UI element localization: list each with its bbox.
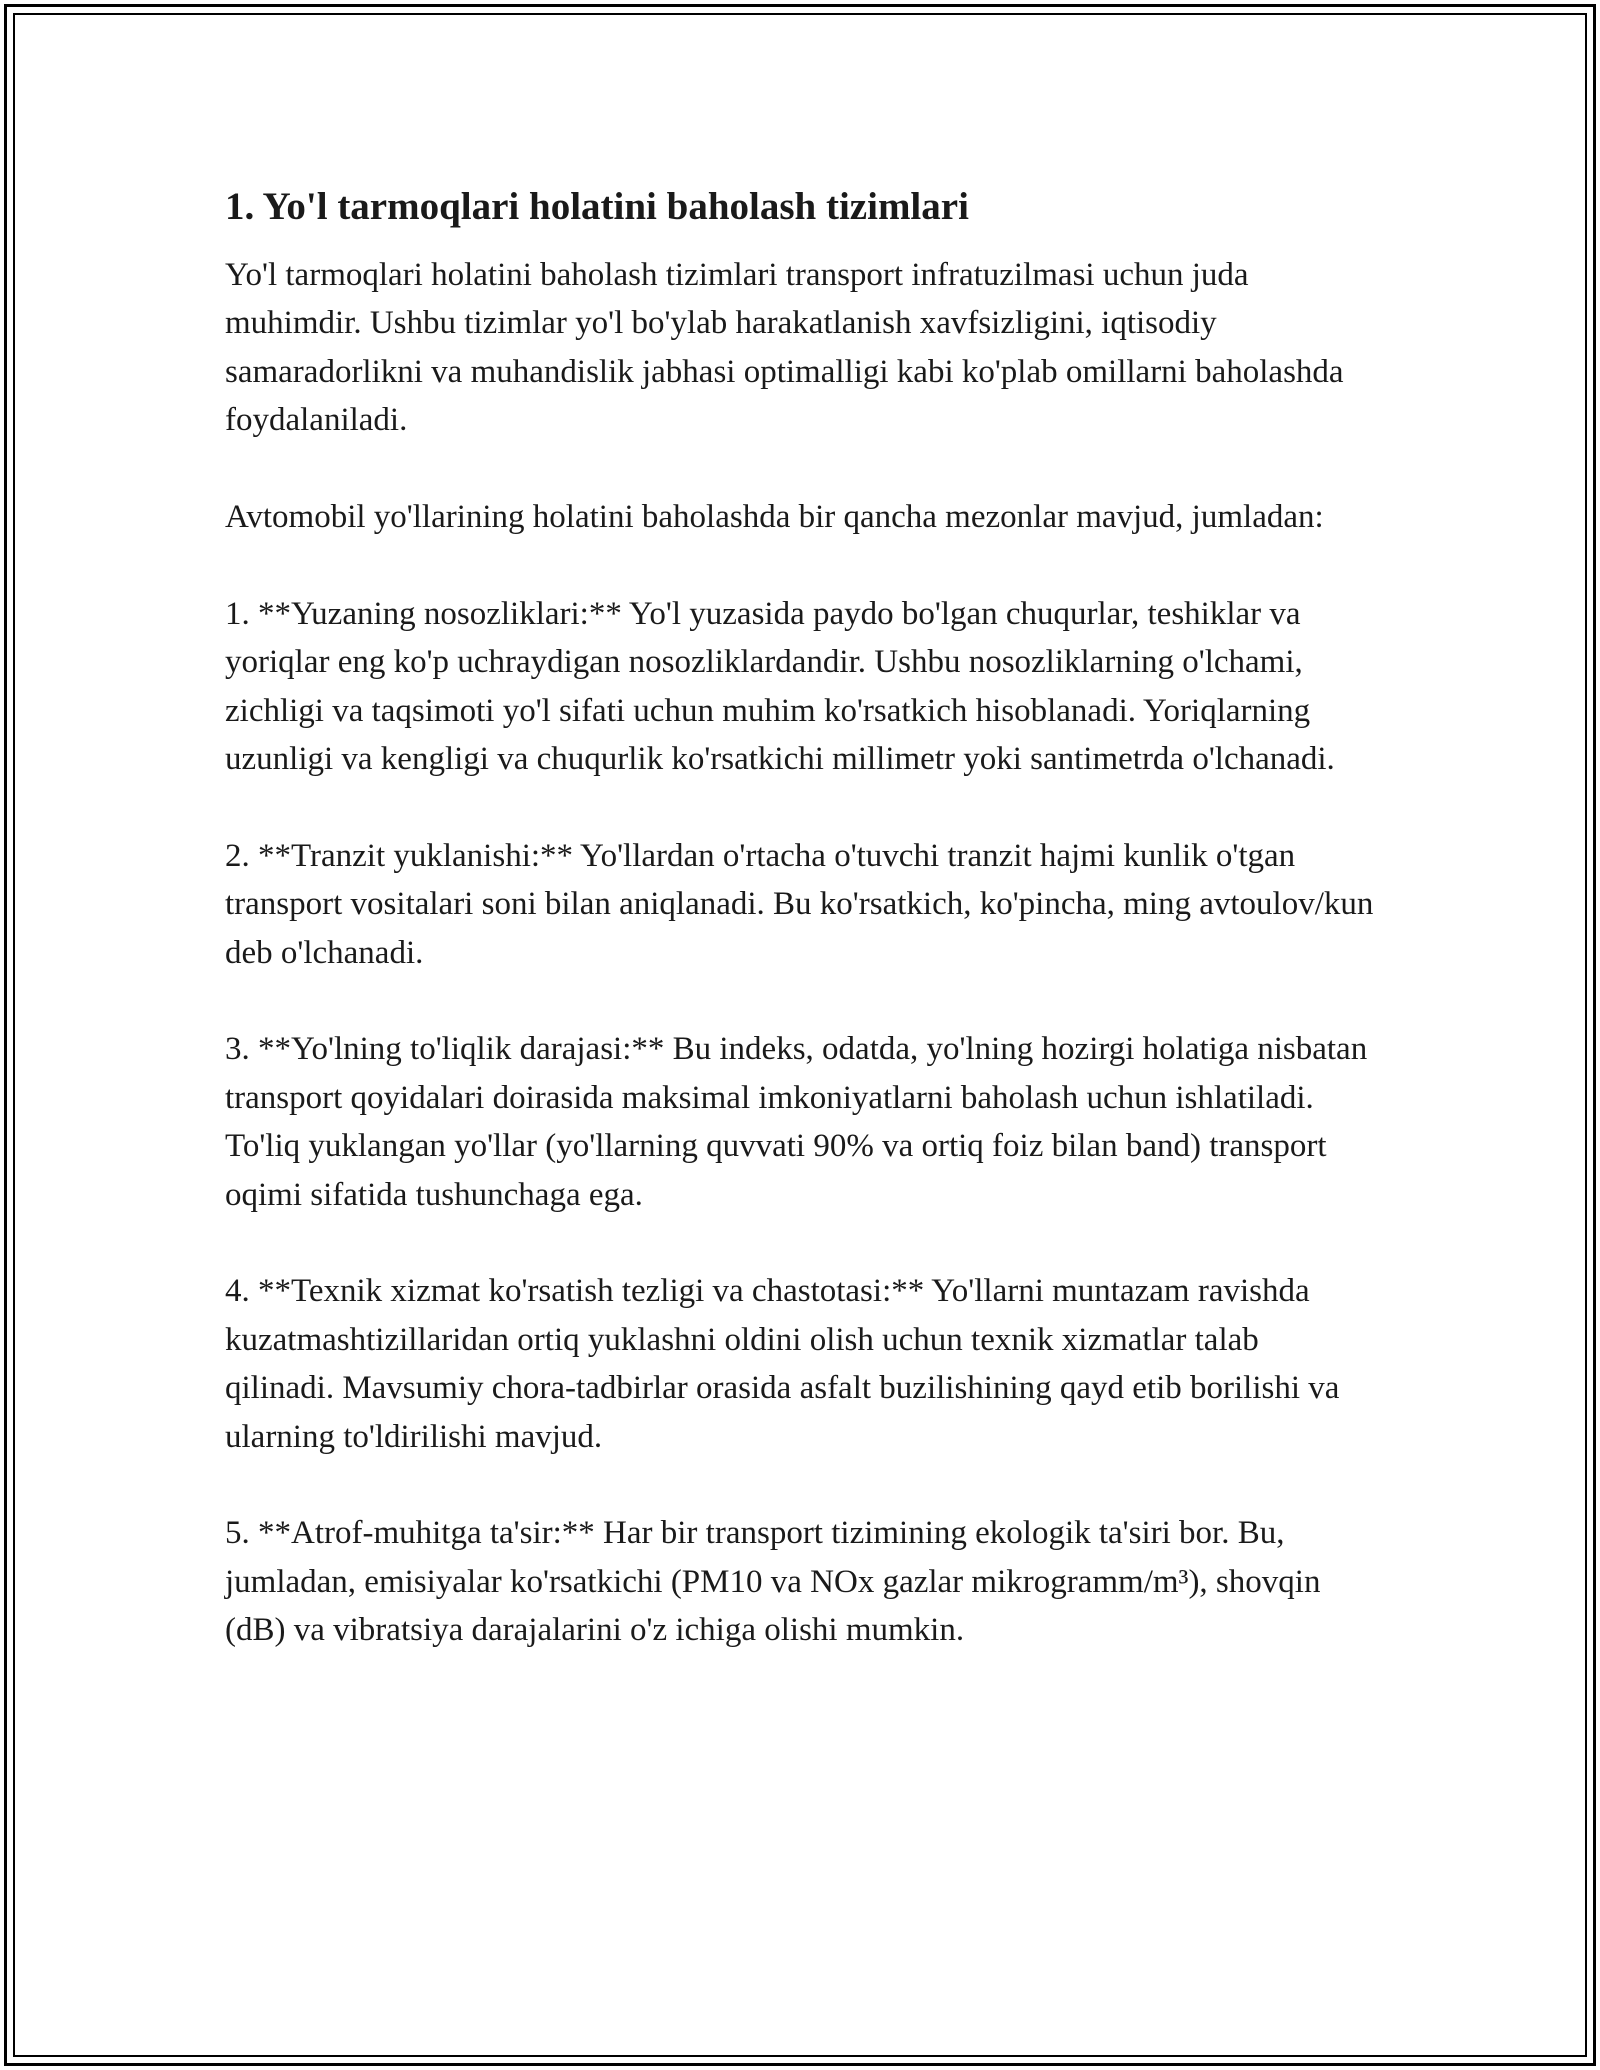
list-item-surface-defects: 1. **Yuzaning nosozliklari:** Yo'l yuzasida paydo bo'lgan chuqurlar, teshiklar va yoriqlar eng ko'p uchraydigan nosozliklardandir. Ushbu nosozliklarning o'lchami, zichligi va taqsimoti yo'l sifati uchun muhim ko'rsatkich hisoblanadi. Yoriqlarning uzunligi va kengligi va chuqurlik ko'rsatkichi millimetr yoki santimetrda o'lchanadi. bbox=[225, 595, 1335, 778]
list-item-road-fullness: 3. **Yo'lning to'liqlik darajasi:** Bu indeks, odatda, yo'lning hozirgi holatiga nisbatan transport qoyidalari doirasida maksimal imkoniyatlarni baholash uchun ishlatiladi. To'liq yuklangan yo'llar (yo'llarning quvvati 90% va ortiq foiz bilan band) transport oqimi sifatida tushunchaga ega. bbox=[225, 1031, 1368, 1213]
document-body bbox=[225, 183, 1375, 1703]
paragraph-intro: Yo'l tarmoqlari holatini baholash tizimlari transport infratuzilmasi uchun juda muhimdir. Ushbu tizimlar yo'l bo'ylab harakatlanish xavfsizligini, iqtisodiy samaradorlikni va muhandislik jabhasi optimalligi kabi ko'plab omillarni baholashda foydalaniladi. bbox=[225, 257, 1344, 439]
list-item-transit-load: 2. **Tranzit yuklanishi:** Yo'llardan o'rtacha o'tuvchi tranzit hajmi kunlik o'tgan transport vositalari soni bilan aniqlanadi. Bu ko'rsatkich, ko'pincha, ming avtoulov/kun deb o'lchanadi. bbox=[225, 837, 1374, 971]
list-item-environment: 5. **Atrof-muhitga ta'sir:** Har bir transport tizimining ekologik ta'siri bor. Bu, jumladan, emisiyalar ko'rsatkichi (PM10 va NOx gazlar mikrogramm/m³), shovqin (dB) va vibratsiya darajalarini o'z ichiga olishi mumkin. bbox=[225, 1515, 1321, 1649]
paragraph-criteria-intro: Avtomobil yo'llarining holatini baholashda bir qancha mezonlar mavjud, jumladan: bbox=[225, 499, 1324, 536]
list-item-maintenance: 4. **Texnik xizmat ko'rsatish tezligi va chastotasi:** Yo'llarni muntazam ravishda kuzatmashtizillaridan ortiq yuklashni oldini olish uchun texnik xizmatlar talab qilinadi. Mavsumiy chora-tadbirlar orasida asfalt buzilishining qayd etib borilishi va ularning to'ldirilishi mavjud. bbox=[225, 1273, 1340, 1455]
document-title: 1. Yo'l tarmoqlari holatini baholash tizimlari bbox=[225, 185, 969, 228]
